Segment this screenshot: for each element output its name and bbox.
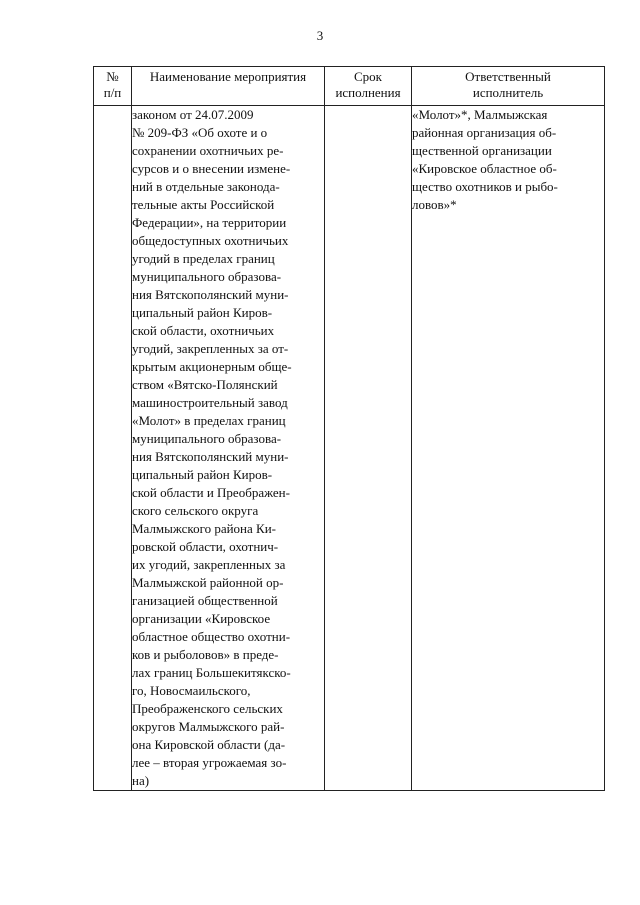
text-line: на) bbox=[132, 773, 150, 788]
text-line: их угодий, закрепленных за bbox=[132, 557, 286, 572]
text-line: Малмыжского района Ки- bbox=[132, 521, 276, 536]
cell-term bbox=[325, 106, 412, 791]
text-line: го, Новосмаильского, bbox=[132, 683, 251, 698]
header-responsible-line: Ответственный bbox=[465, 69, 551, 84]
header-responsible bbox=[412, 67, 605, 106]
page-number: 3 bbox=[316, 28, 324, 43]
header-num-line: п/п bbox=[103, 85, 122, 100]
text-line: лее – вторая угрожаемая зо- bbox=[132, 755, 287, 770]
text-line: щественной организации bbox=[412, 143, 552, 158]
header-num bbox=[94, 67, 132, 106]
text-line: Федерации», на территории bbox=[132, 215, 287, 230]
table-header-row bbox=[94, 67, 605, 106]
text-line: ской области и Преображен- bbox=[132, 485, 290, 500]
text-line: ципальный район Киров- bbox=[132, 467, 273, 482]
text-line: щество охотников и рыбо- bbox=[412, 179, 558, 194]
text-line: ния Вятскополянский муни- bbox=[132, 287, 289, 302]
header-term bbox=[325, 67, 412, 106]
text-line: областное общество охотни- bbox=[132, 629, 291, 644]
header-term-line: исполнения bbox=[335, 85, 401, 100]
text-line: «Молот»*, Малмыжская bbox=[412, 107, 548, 122]
text-line: муниципального образова- bbox=[132, 269, 282, 284]
text-line: ровской области, охотнич- bbox=[132, 539, 279, 554]
header-num-line: № bbox=[106, 69, 119, 84]
table-row bbox=[94, 106, 605, 791]
cell-num bbox=[94, 106, 132, 791]
responsible-text bbox=[412, 106, 604, 214]
text-line: районная организация об- bbox=[412, 125, 557, 140]
text-line: ством «Вятско-Полянский bbox=[132, 377, 278, 392]
text-line: «Молот» в пределах границ bbox=[132, 413, 286, 428]
text-line: сохранении охотничьих ре- bbox=[132, 143, 284, 158]
text-line: «Кировское областное об- bbox=[412, 161, 557, 176]
cell-name bbox=[132, 106, 325, 791]
text-line: организации «Кировское bbox=[132, 611, 271, 626]
text-line: ловов»* bbox=[412, 197, 457, 212]
text-line: Малмыжской районной ор- bbox=[132, 575, 284, 590]
measures-table bbox=[93, 66, 605, 791]
text-line: лах границ Большекитякско- bbox=[132, 665, 291, 680]
header-term-line: Срок bbox=[354, 69, 382, 84]
text-line: крытым акционерным обще- bbox=[132, 359, 292, 374]
text-line: машиностроительный завод bbox=[132, 395, 288, 410]
text-line: Преображенского сельских bbox=[132, 701, 283, 716]
header-name bbox=[132, 67, 325, 106]
text-line: она Кировской области (да- bbox=[132, 737, 286, 752]
name-text bbox=[132, 106, 324, 790]
text-line: законом от 24.07.2009 bbox=[132, 107, 254, 122]
text-line: тельные акты Российской bbox=[132, 197, 275, 212]
text-line: муниципального образова- bbox=[132, 431, 282, 446]
text-line: округов Малмыжского рай- bbox=[132, 719, 285, 734]
text-line: общедоступных охотничьих bbox=[132, 233, 289, 248]
header-name-line: Наименование мероприятия bbox=[149, 69, 307, 84]
header-responsible-line: исполнитель bbox=[472, 85, 544, 100]
text-line: ганизацией общественной bbox=[132, 593, 278, 608]
text-line: угодий, закрепленных за от- bbox=[132, 341, 289, 356]
text-line: ний в отдельные законода- bbox=[132, 179, 280, 194]
text-line: угодий в пределах границ bbox=[132, 251, 275, 266]
text-line: ципальный район Киров- bbox=[132, 305, 273, 320]
text-line: ской области, охотничьих bbox=[132, 323, 275, 338]
text-line: ков и рыболовов» в преде- bbox=[132, 647, 279, 662]
text-line: ния Вятскополянский муни- bbox=[132, 449, 289, 464]
text-line: № 209-ФЗ «Об охоте и о bbox=[132, 125, 268, 140]
text-line: ского сельского округа bbox=[132, 503, 259, 518]
text-line: сурсов и о внесении измене- bbox=[132, 161, 291, 176]
cell-responsible bbox=[412, 106, 605, 791]
